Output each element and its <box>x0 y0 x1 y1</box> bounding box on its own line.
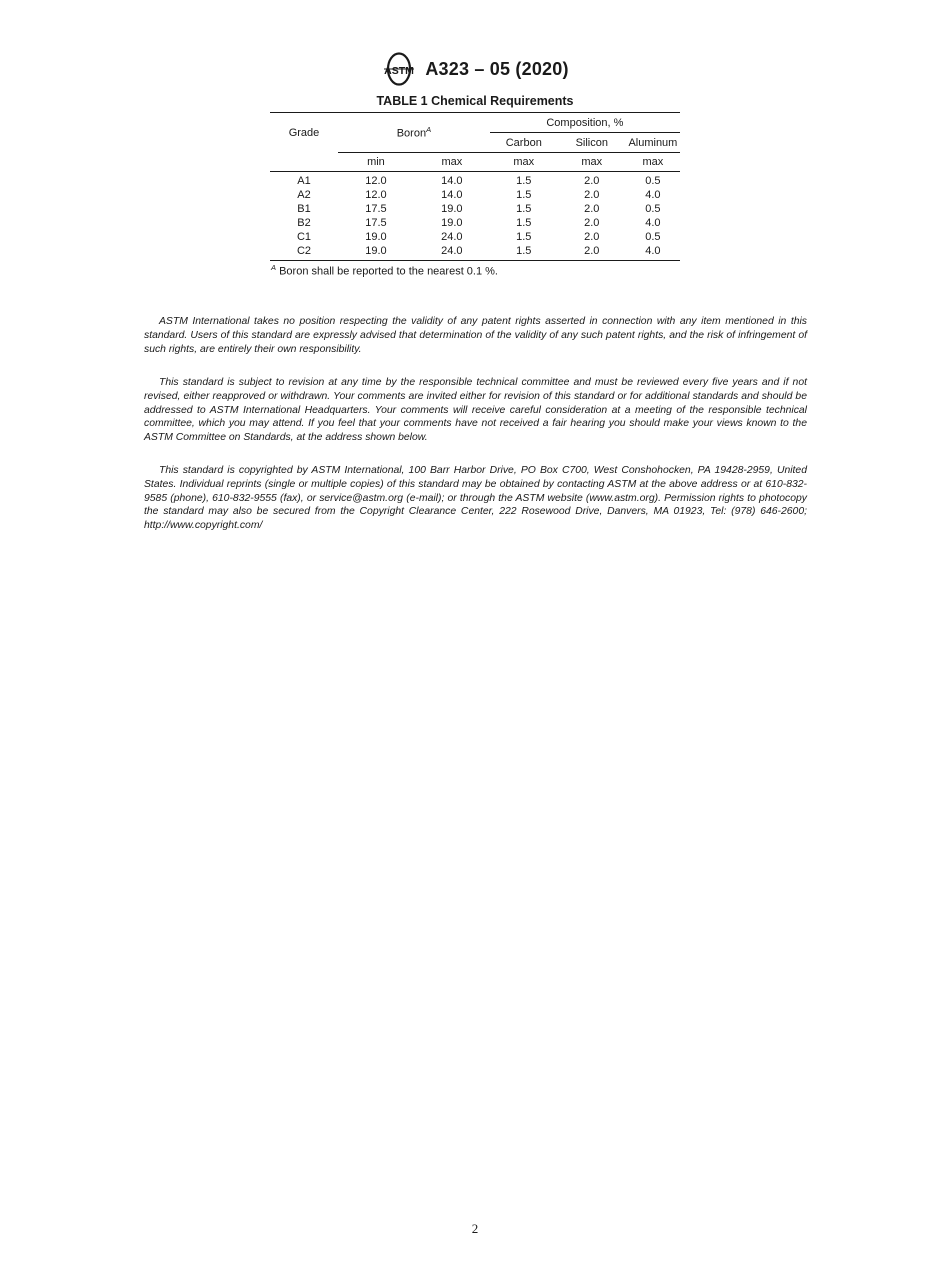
table-cell: 0.5 <box>645 175 661 187</box>
table-row <box>270 216 680 230</box>
table-cell: 12.0 <box>365 175 387 187</box>
astm-logo-icon <box>381 52 417 86</box>
table-cell: B1 <box>297 203 311 215</box>
footnote-text: Boron shall be reported to the nearest 0.1 %. <box>279 265 498 278</box>
grade-header: Grade <box>288 126 320 139</box>
table-cell: 0.5 <box>645 231 661 243</box>
table-cell: B2 <box>297 217 311 229</box>
table-cell: 17.5 <box>365 203 387 215</box>
table-row <box>270 188 680 202</box>
table-row <box>270 202 680 216</box>
composition-group-header: Composition, % <box>490 113 680 133</box>
table-row <box>270 172 680 189</box>
table-cell: 19.0 <box>441 217 463 229</box>
unit-cell: min <box>338 153 414 172</box>
table-cell: 14.0 <box>441 175 463 187</box>
table-cell: 1.5 <box>516 175 532 187</box>
table-cell: 14.0 <box>441 189 463 201</box>
unit-cell: max <box>626 153 680 172</box>
patent-notice-paragraph: ASTM International takes no position respecting the validity of any patent rights asserted in connection with any item mentioned in this standard. Users of this standard are expressly advised that determination of the validity of any such patent rights, and the risk of infringement of such rights, are entirely their own responsibility. <box>144 316 807 355</box>
table-cell: 24.0 <box>441 245 463 257</box>
unit-cell: max <box>414 153 490 172</box>
table-cell: 2.0 <box>584 189 600 201</box>
table-cell: 4.0 <box>645 217 661 229</box>
table-cell: 1.5 <box>516 203 532 215</box>
table-cell: 1.5 <box>516 189 532 201</box>
table-cell: 1.5 <box>516 231 532 243</box>
table-cell: 19.0 <box>365 231 387 243</box>
table-cell: 19.0 <box>441 203 463 215</box>
silicon-header: Silicon <box>575 136 608 149</box>
unit-cell-empty <box>270 153 338 172</box>
boron-footnote-mark: A <box>426 125 432 135</box>
table-cell: 24.0 <box>441 231 463 243</box>
table-cell: C1 <box>296 231 312 243</box>
footnote-mark: A <box>271 263 277 272</box>
page-number: 2 <box>471 1221 479 1236</box>
table-cell: 1.5 <box>516 217 532 229</box>
table-cell: 2.0 <box>584 217 600 229</box>
table-footnote <box>271 263 498 278</box>
table-title: TABLE 1 Chemical Requirements <box>376 94 574 108</box>
table-cell: 4.0 <box>645 189 661 201</box>
table-cell: 19.0 <box>365 245 387 257</box>
unit-cell: max <box>490 153 558 172</box>
table-cell: 0.5 <box>645 203 661 215</box>
carbon-header: Carbon <box>505 136 542 149</box>
table-body <box>270 172 680 261</box>
table-row <box>270 230 680 244</box>
table-cell: 17.5 <box>365 217 387 229</box>
table-row <box>270 244 680 261</box>
table-cell: 2.0 <box>584 175 600 187</box>
table-cell: 2.0 <box>584 231 600 243</box>
revision-notice-paragraph: This standard is subject to revision at any time by the responsible technical committee and must be reviewed every five years and if not revised, either reapproved or withdrawn. Your comments are invited either for revision of this standard or for additional standards and should be addressed to ASTM International Headquarters. Your comments will receive careful consideration at a meeting of the responsible technical committee, which you may attend. If you feel that your comments have not received a fair hearing you should make your views known to the ASTM Committee on Standards, at the address shown below. <box>144 377 807 444</box>
table-cell: 2.0 <box>584 245 600 257</box>
table-cell: 12.0 <box>365 189 387 201</box>
aluminum-header: Aluminum <box>628 136 678 149</box>
copyright-notice-paragraph: This standard is copyrighted by ASTM International, 100 Barr Harbor Drive, PO Box C700, West Conshohocken, PA 19428-2959, United States. Individual reprints (single or multiple copies) of this standard may be obtained by contacting ASTM at the above address or at 610-832-9585 (phone), 610-832-9555 (fax), or service@astm.org (e-mail); or through the ASTM website (www.astm.org). Permission rights to photocopy the standard may also be secured from the Copyright Clearance Center, 222 Rosewood Drive, Danvers, MA 01923, Tel: (978) 646-2600; http://www.copyright.com/ <box>144 465 807 532</box>
table-cell: 4.0 <box>645 245 661 257</box>
boron-header: Boron$^A$ <box>396 125 432 140</box>
table-cell: 1.5 <box>516 245 532 257</box>
table-cell: 2.0 <box>584 203 600 215</box>
table-cell: A1 <box>297 175 311 187</box>
logo-text: ASTM <box>384 65 415 77</box>
table-cell: A2 <box>297 189 311 201</box>
page-header <box>0 52 950 86</box>
document-id: A323 – 05 (2020) <box>425 58 569 79</box>
table-cell: C2 <box>296 245 312 257</box>
unit-cell: max <box>558 153 626 172</box>
chemical-requirements-table <box>270 112 680 261</box>
